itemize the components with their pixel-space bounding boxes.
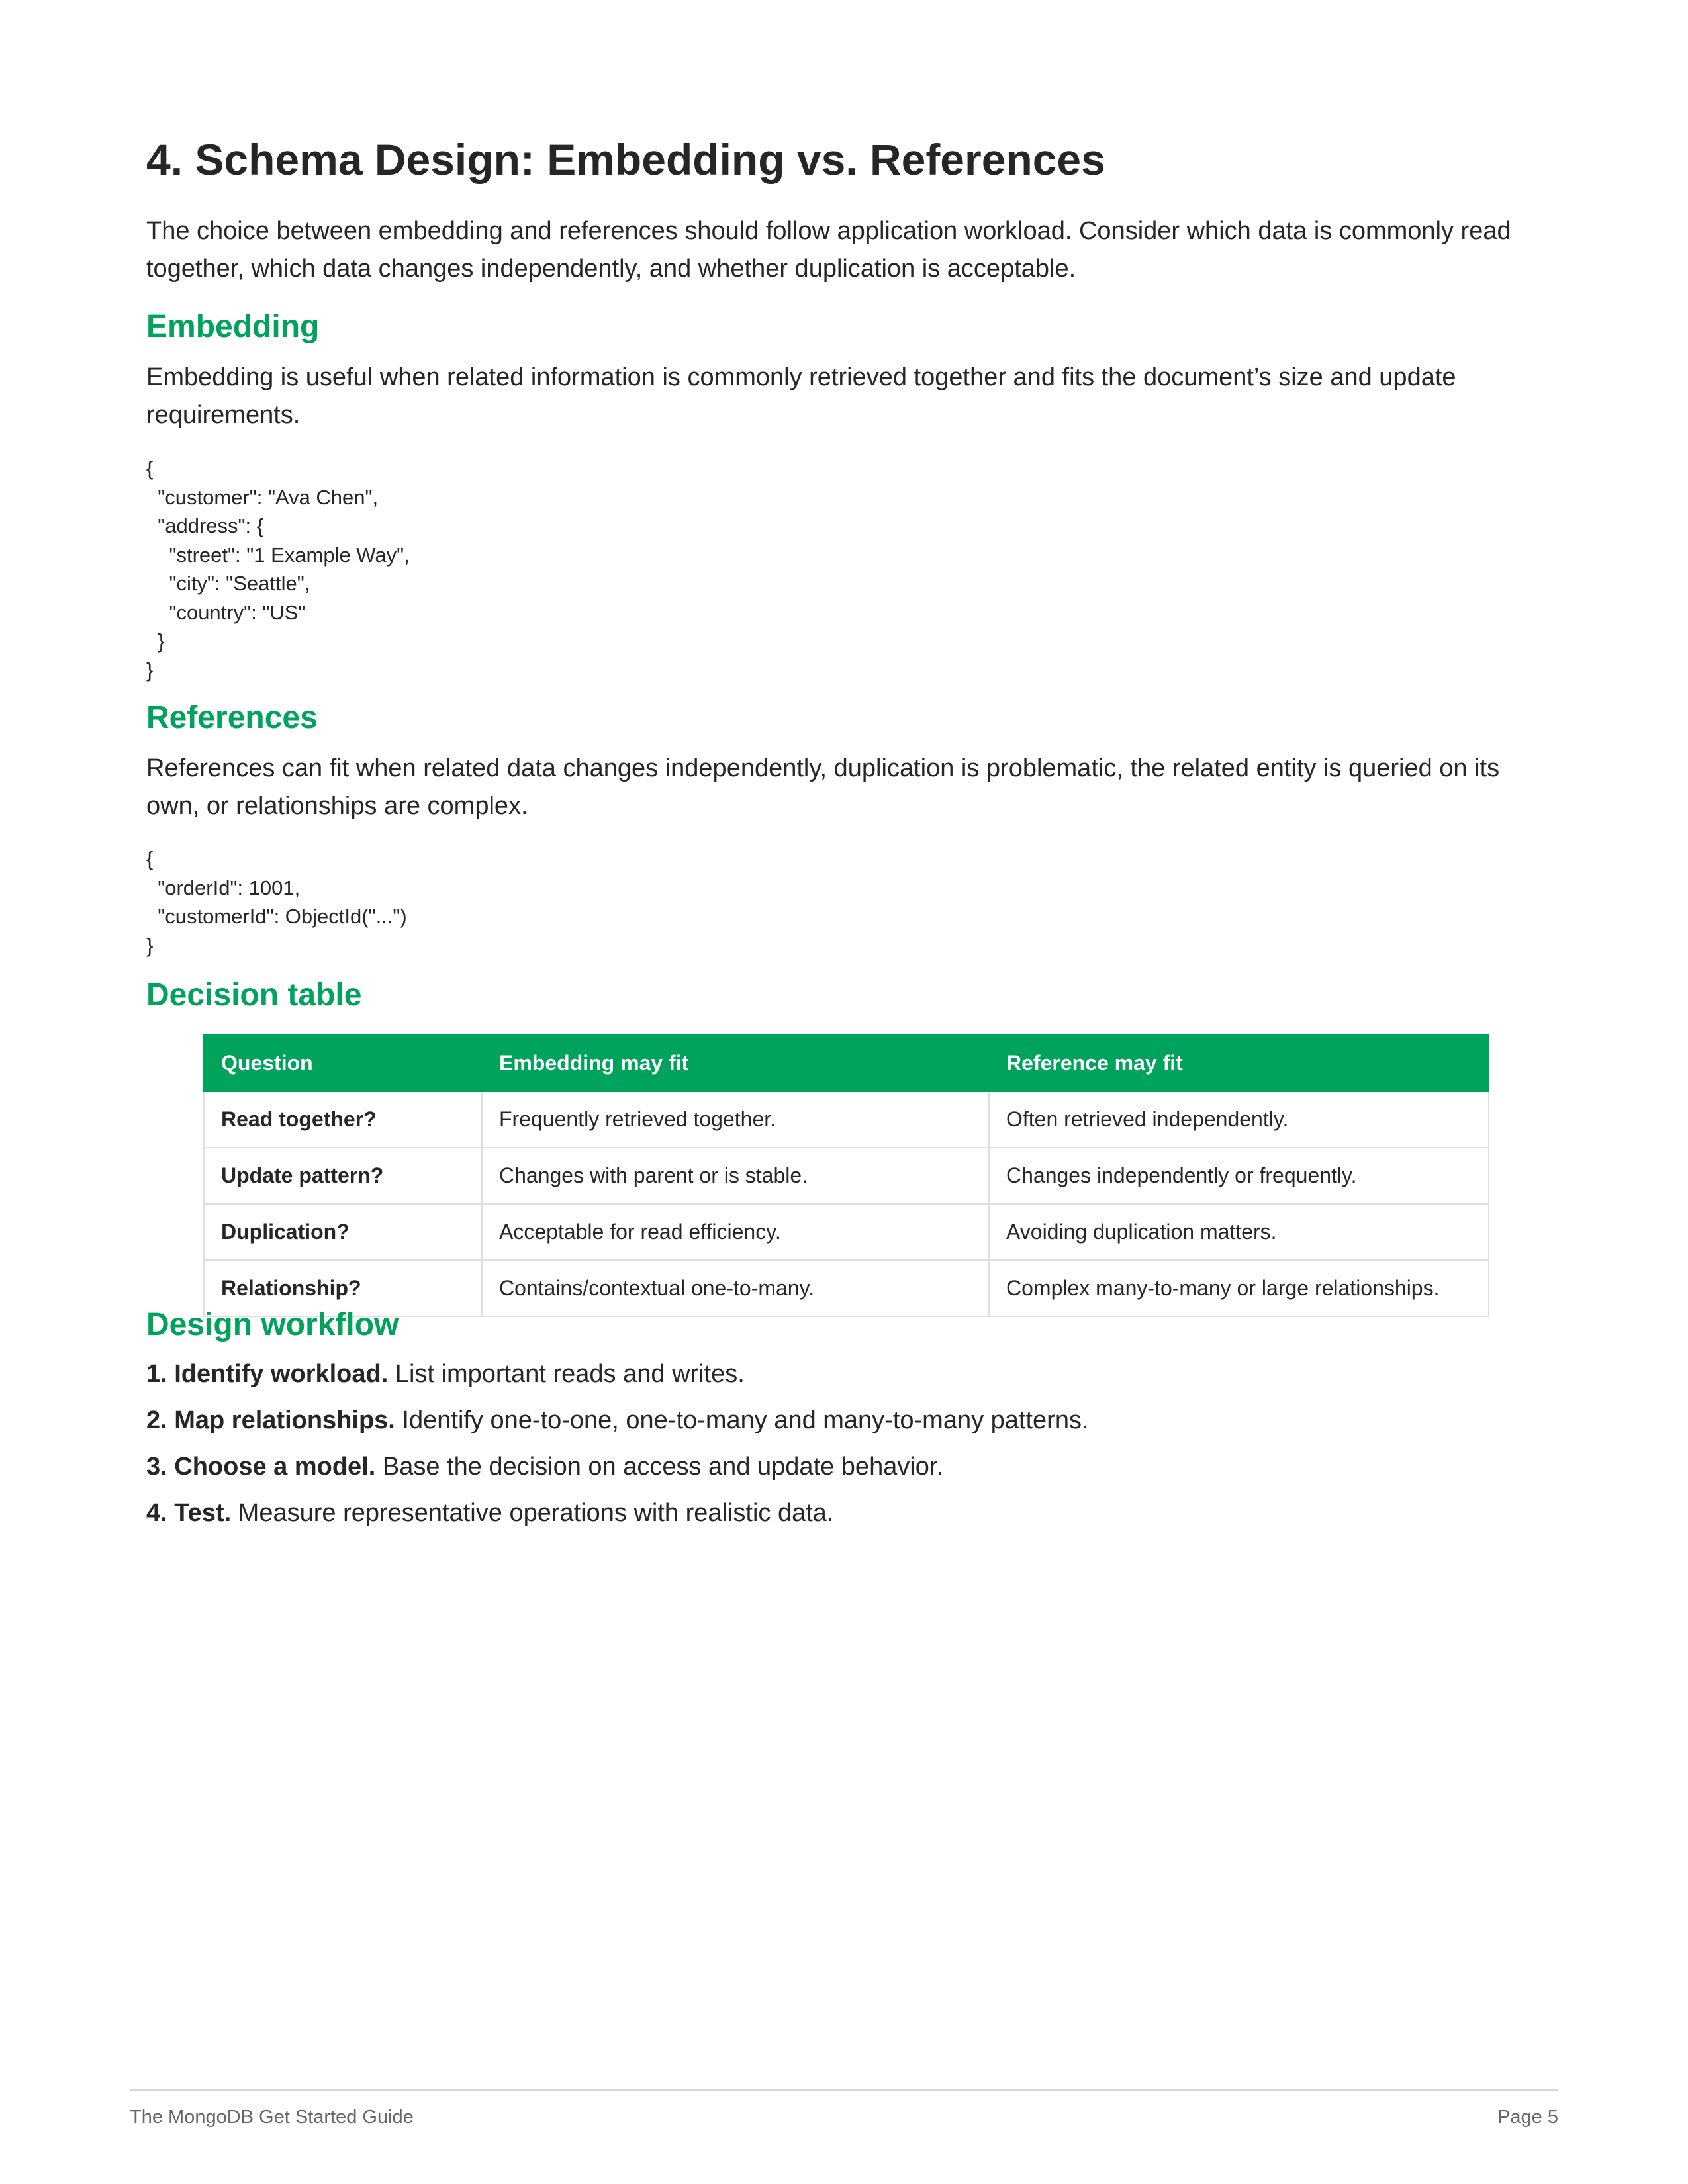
workflow-step-text: Base the decision on access and update behavior.	[375, 1453, 944, 1480]
references-heading: References	[146, 700, 318, 735]
table-cell: Avoiding duplication matters.	[989, 1204, 1489, 1260]
table-cell: Acceptable for read efficiency.	[482, 1204, 989, 1260]
workflow-step-text: Measure representative operations with realistic data.	[231, 1499, 834, 1527]
table-cell: Often retrieved independently.	[989, 1091, 1489, 1148]
footer-guide-title: The MongoDB Get Started Guide	[130, 2107, 414, 2128]
table-cell: Contains/contextual one-to-many.	[482, 1260, 989, 1316]
table-cell-question: Read together?	[204, 1091, 482, 1148]
workflow-step-text: Identify one-to-one, one-to-many and many-to-many patterns.	[395, 1406, 1089, 1434]
workflow-step-text: List important reads and writes.	[388, 1360, 745, 1388]
table-header-cell: Reference may fit	[989, 1035, 1489, 1091]
decision-table-heading: Decision table	[146, 978, 362, 1013]
page-title: 4. Schema Design: Embedding vs. References	[146, 135, 1105, 184]
table-header-row	[204, 1035, 1489, 1091]
footer-divider	[130, 2089, 1558, 2091]
table-row	[204, 1204, 1489, 1260]
table-header-cell: Embedding may fit	[482, 1035, 989, 1091]
table-cell: Frequently retrieved together.	[482, 1091, 989, 1148]
workflow-step	[146, 1360, 745, 1388]
embedding-paragraph: Embedding is useful when related information is commonly retrieved together and fits the document’s size and update requirements.	[146, 363, 1456, 429]
workflow-step-label: 2. Map relationships.	[146, 1406, 395, 1434]
intro-paragraph: The choice between embedding and references should follow application workload. Consider which data is commonly read together, which data changes independently, and whether duplication is acceptable.	[146, 217, 1511, 283]
table-cell: Changes with parent or is stable.	[482, 1148, 989, 1204]
table-cell-question: Relationship?	[204, 1260, 482, 1316]
workflow-step	[146, 1453, 943, 1481]
table-cell: Changes independently or frequently.	[989, 1148, 1489, 1204]
references-code-block: { "orderId": 1001, "customerId": ObjectId("...") }	[146, 847, 407, 957]
table-row	[204, 1148, 1489, 1204]
table-cell-question: Update pattern?	[204, 1148, 482, 1204]
workflow-step	[146, 1499, 833, 1527]
workflow-step	[146, 1406, 1089, 1435]
design-workflow-heading: Design workflow	[146, 1307, 399, 1342]
embedding-code-block: { "customer": "Ava Chen", "address": { "street": "1 Example Way", "city": "Seattle", "country": "US" } }	[146, 457, 410, 682]
table-cell: Complex many-to-many or large relationships.	[989, 1260, 1489, 1316]
table-row	[204, 1091, 1489, 1148]
footer-page-number: Page 5	[1497, 2107, 1558, 2128]
workflow-step-label: 4. Test.	[146, 1499, 232, 1527]
table-cell-question: Duplication?	[204, 1204, 482, 1260]
references-paragraph: References can fit when related data changes independently, duplication is problematic, the related entity is queried on its own, or relationships are complex.	[146, 754, 1500, 820]
workflow-step-label: 3. Choose a model.	[146, 1453, 376, 1480]
workflow-step-label: 1. Identify workload.	[146, 1360, 389, 1388]
decision-table	[203, 1034, 1489, 1317]
table-header-cell: Question	[204, 1035, 482, 1091]
embedding-heading: Embedding	[146, 309, 320, 344]
